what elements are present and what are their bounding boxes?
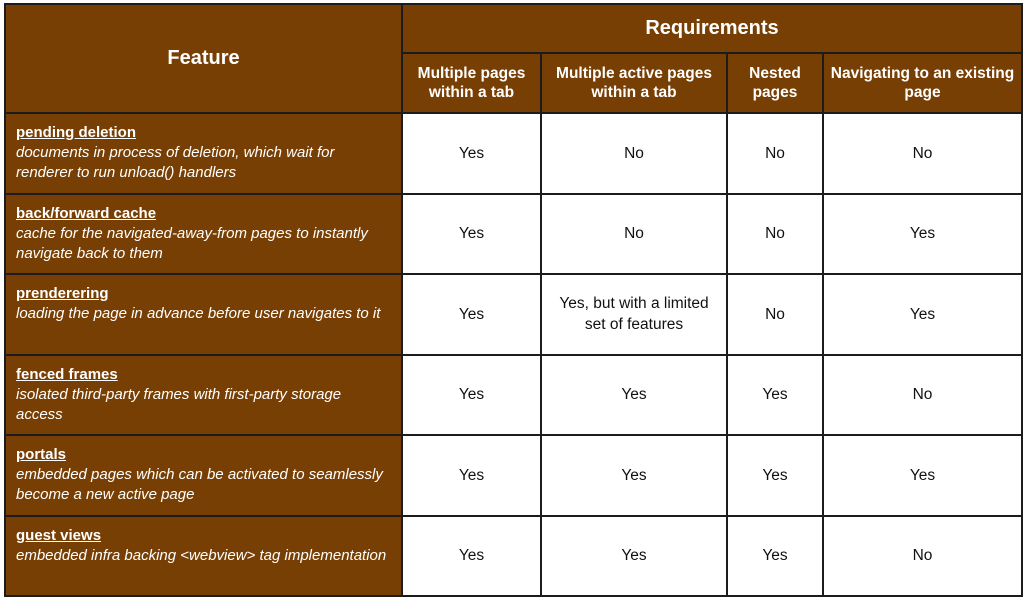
value-cell: No [727, 274, 823, 355]
value-cell: Yes [727, 435, 823, 516]
feature-name-link[interactable]: prenderering [16, 285, 109, 302]
value-cell: No [727, 113, 823, 194]
feature-description: embedded infra backing <webview> tag implementation [16, 546, 387, 564]
feature-cell [5, 355, 402, 436]
feature-name-link[interactable]: pending deletion [16, 124, 136, 141]
value-cell: No [823, 355, 1022, 436]
feature-description: documents in process of deletion, which wait for renderer to run unload() handlers [16, 144, 335, 181]
table-row [5, 274, 1022, 355]
value-cell: Yes [402, 516, 541, 597]
table-row [5, 435, 1022, 516]
value-cell: Yes [541, 435, 727, 516]
value-cell: No [823, 516, 1022, 597]
feature-description: isolated third-party frames with first-party storage access [16, 385, 342, 423]
value-cell: Yes [823, 435, 1022, 516]
value-cell: Yes [823, 194, 1022, 275]
feature-description: embedded pages which can be activated to seamlessly become a new active page [16, 466, 383, 503]
value-cell: No [823, 113, 1022, 194]
feature-cell [5, 435, 402, 516]
value-cell: Yes [402, 435, 541, 516]
value-cell: Yes [402, 194, 541, 275]
feature-cell [5, 516, 402, 597]
feature-name-link[interactable]: fenced frames [16, 365, 118, 383]
value-cell: Yes [823, 274, 1022, 355]
feature-cell [5, 274, 402, 355]
feature-name-link[interactable]: back/forward cache [16, 204, 157, 222]
column-header-multiple-active-pages: Multiple active pages within a tab [541, 53, 727, 113]
feature-cell [5, 113, 402, 194]
feature-cell [5, 194, 402, 275]
feature-name-link[interactable]: portals [16, 446, 67, 463]
table-row [5, 113, 1022, 194]
table-row [5, 516, 1022, 597]
value-cell: Yes [727, 355, 823, 436]
table-row [5, 194, 1022, 275]
value-cell: Yes [402, 355, 541, 436]
requirements-header: Requirements [402, 4, 1022, 53]
value-cell: Yes [402, 274, 541, 355]
feature-description: loading the page in advance before user navigates to it [16, 305, 381, 322]
value-cell: No [727, 194, 823, 275]
value-cell: Yes, but with a limited set of features [541, 274, 727, 355]
value-cell: No [541, 194, 727, 275]
feature-requirements-table [4, 3, 1023, 597]
value-cell: Yes [541, 355, 727, 436]
column-header-navigating-existing-page: Navigating to an existing page [823, 53, 1022, 113]
column-header-multiple-pages: Multiple pages within a tab [402, 53, 541, 113]
value-cell: No [541, 113, 727, 194]
feature-name-link[interactable]: guest views [16, 526, 102, 544]
column-header-nested-pages: Nested pages [727, 53, 823, 113]
value-cell: Yes [402, 113, 541, 194]
table-row [5, 355, 1022, 436]
value-cell: Yes [541, 516, 727, 597]
feature-description: cache for the navigated-away-from pages to instantly navigate back to them [16, 224, 368, 262]
value-cell: Yes [727, 516, 823, 597]
feature-column-header: Feature [5, 4, 402, 113]
